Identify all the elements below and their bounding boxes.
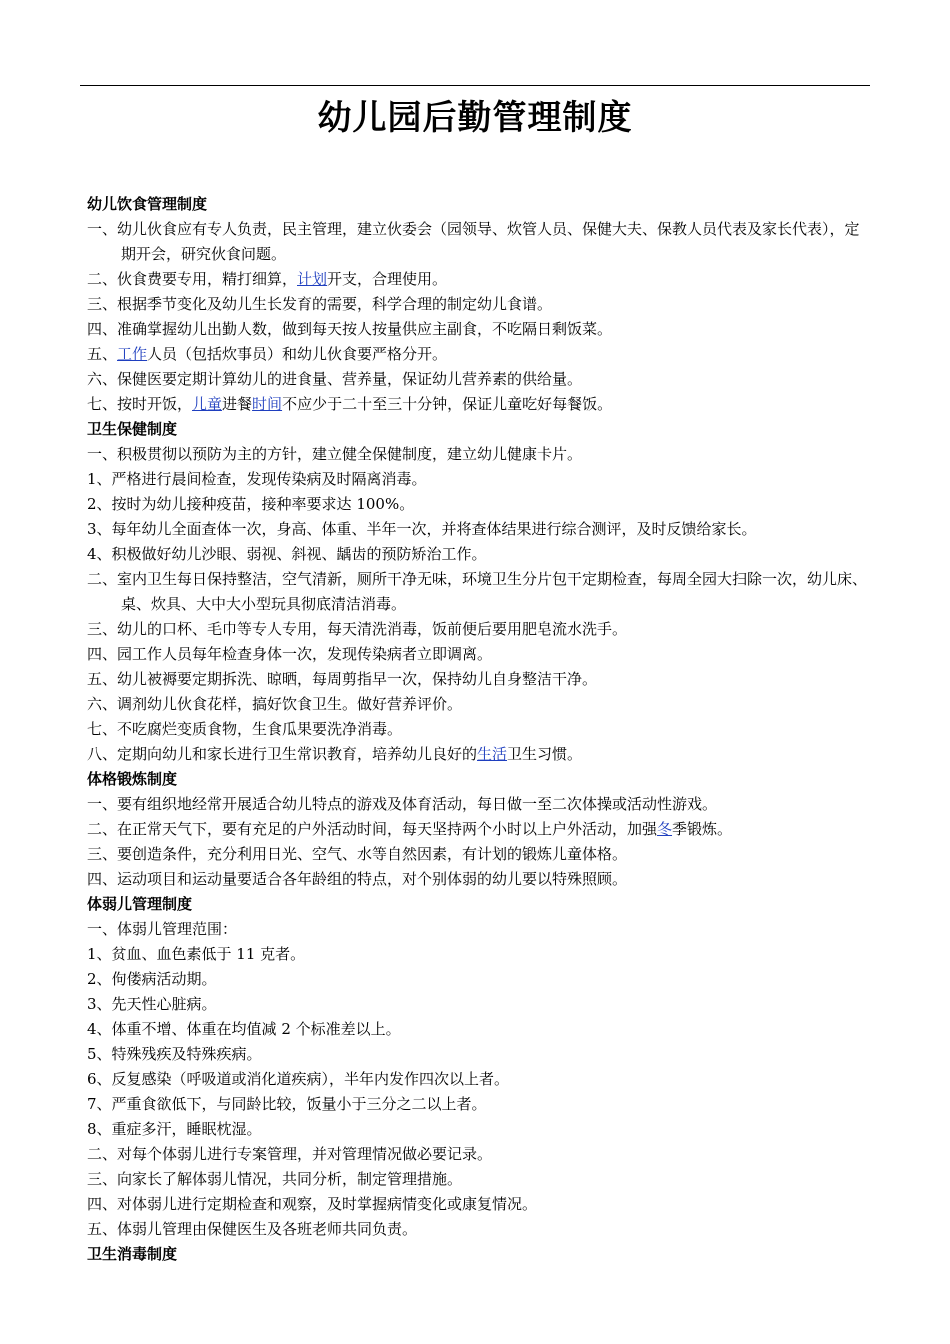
document-title: 幼儿园后勤管理制度 bbox=[317, 98, 633, 138]
paragraph bbox=[87, 992, 870, 1017]
paragraph bbox=[87, 717, 870, 742]
text-run: 一、积极贯彻以预防为主的方针，建立健全保健制度，建立幼儿健康卡片。 bbox=[87, 445, 583, 463]
paragraph bbox=[87, 742, 870, 767]
text-run: 一、要有组织地经常开展适合幼儿特点的游戏及体育活动，每日做一至二次体操或活动性游戏。 bbox=[87, 795, 718, 813]
paragraph bbox=[87, 267, 870, 292]
paragraph bbox=[87, 792, 870, 817]
text-run: 2、佝偻病活动期。 bbox=[87, 970, 217, 988]
text-run: 7、严重食欲低下，与同龄比较，饭量小于三分之二以上者。 bbox=[87, 1095, 487, 1113]
section-heading: 体格锻炼制度 bbox=[87, 770, 178, 788]
paragraph bbox=[87, 642, 870, 667]
paragraph bbox=[87, 1042, 870, 1067]
paragraph bbox=[87, 342, 870, 367]
paragraph bbox=[87, 1067, 870, 1092]
text-run: 三、向家长了解体弱儿情况，共同分析，制定管理措施。 bbox=[87, 1170, 463, 1188]
text-run: 三、根据季节变化及幼儿生长发育的需要，科学合理的制定幼儿食谱。 bbox=[87, 295, 553, 313]
text-run: 4、体重不增、体重在均值减 2 个标准差以上。 bbox=[87, 1020, 401, 1038]
text-run: 二、伙食费要专用，精打细算， bbox=[87, 270, 298, 288]
inline-link[interactable]: 儿童 bbox=[192, 395, 223, 413]
paragraph bbox=[87, 567, 870, 617]
inline-link[interactable]: 时间 bbox=[252, 395, 283, 413]
text-run: 五、体弱儿管理由保健医生及各班老师共同负责。 bbox=[87, 1220, 418, 1238]
text-run: 季锻炼。 bbox=[672, 820, 733, 838]
paragraph bbox=[87, 667, 870, 692]
paragraph bbox=[87, 967, 870, 992]
text-run: 三、要创造条件，充分利用日光、空气、水等自然因素，有计划的锻炼儿童体格。 bbox=[87, 845, 628, 863]
text-run: 七、不吃腐烂变质食物，生食瓜果要洗净消毒。 bbox=[87, 720, 403, 738]
text-run: 三、幼儿的口杯、毛巾等专人专用，每天清洗消毒，饭前便后要用肥皂流水洗手。 bbox=[87, 620, 628, 638]
text-run: 人员（包括炊事员）和幼儿伙食要严格分开。 bbox=[147, 345, 448, 363]
text-run: 五、幼儿被褥要定期拆洗、晾晒，每周剪指早一次，保持幼儿自身整洁干净。 bbox=[87, 670, 598, 688]
paragraph bbox=[87, 1142, 870, 1167]
paragraph bbox=[87, 817, 870, 842]
paragraph bbox=[87, 1192, 870, 1217]
paragraph bbox=[87, 692, 870, 717]
text-run: 四、准确掌握幼儿出勤人数，做到每天按人按量供应主副食，不吃隔日剩饭菜。 bbox=[87, 320, 613, 338]
inline-link[interactable]: 生活 bbox=[477, 745, 508, 763]
text-run: 五、 bbox=[87, 345, 118, 363]
paragraph bbox=[87, 542, 870, 567]
text-run: 四、园工作人员每年检查身体一次，发现传染病者立即调离。 bbox=[87, 645, 493, 663]
paragraph bbox=[87, 617, 870, 642]
paragraph bbox=[87, 392, 870, 417]
header-rule bbox=[80, 85, 870, 86]
text-run: 一、幼儿伙食应有专人负责，民主管理，建立伙委会（园领导、炊管人员、保健大夫、保教人员代表及家长代表），定期开会，研究伙食问题。 bbox=[87, 220, 860, 263]
text-run: 1、严格进行晨间检查，发现传染病及时隔离消毒。 bbox=[87, 470, 427, 488]
paragraph bbox=[87, 1117, 870, 1142]
paragraph bbox=[87, 367, 870, 392]
section-heading: 卫生消毒制度 bbox=[87, 1245, 178, 1263]
text-run: 4、积极做好幼儿沙眼、弱视、斜视、龋齿的预防矫治工作。 bbox=[87, 545, 487, 563]
text-run: 3、每年幼儿全面查体一次，身高、体重、半年一次，并将查体结果进行综合测评，及时反馈给家长。 bbox=[87, 520, 757, 538]
text-run: 5、特殊残疾及特殊疾病。 bbox=[87, 1045, 262, 1063]
paragraph bbox=[87, 1092, 870, 1117]
section-heading: 卫生保健制度 bbox=[87, 420, 178, 438]
text-run: 八、定期向幼儿和家长进行卫生常识教育，培养幼儿良好的 bbox=[87, 745, 478, 763]
paragraph bbox=[87, 442, 870, 467]
text-run: 四、对体弱儿进行定期检查和观察，及时掌握病情变化或康复情况。 bbox=[87, 1195, 538, 1213]
paragraph bbox=[87, 1217, 870, 1242]
paragraph bbox=[87, 942, 870, 967]
text-run: 不应少于二十至三十分钟，保证儿童吃好每餐饭。 bbox=[282, 395, 613, 413]
text-run: 二、室内卫生每日保持整洁，空气清新，厕所干净无味，环境卫生分片包干定期检查，每周全园大扫除一次，幼儿床、桌、炊具、大中大小型玩具彻底清洁消毒。 bbox=[87, 570, 868, 613]
inline-link[interactable]: 计划 bbox=[297, 270, 328, 288]
text-run: 二、在正常天气下，要有充足的户外活动时间，每天坚持两个小时以上户外活动，加强 bbox=[87, 820, 658, 838]
text-run: 卫生习惯。 bbox=[507, 745, 583, 763]
text-run: 1、贫血、血色素低于 11 克者。 bbox=[87, 945, 306, 963]
text-run: 6、反复感染（呼吸道或消化道疾病），半年内发作四次以上者。 bbox=[87, 1070, 510, 1088]
text-run: 8、重症多汗，睡眠枕湿。 bbox=[87, 1120, 262, 1138]
paragraph bbox=[87, 1167, 870, 1192]
paragraph bbox=[87, 517, 870, 542]
document-body bbox=[87, 192, 870, 1267]
section-heading: 幼儿饮食管理制度 bbox=[87, 195, 208, 213]
inline-link[interactable]: 工作 bbox=[117, 345, 148, 363]
inline-link[interactable]: 冬 bbox=[657, 820, 673, 838]
paragraph bbox=[87, 292, 870, 317]
text-run: 四、运动项目和运动量要适合各年龄组的特点，对个别体弱的幼儿要以特殊照顾。 bbox=[87, 870, 628, 888]
text-run: 六、保健医要定期计算幼儿的进食量、营养量，保证幼儿营养素的供给量。 bbox=[87, 370, 583, 388]
paragraph bbox=[87, 867, 870, 892]
paragraph bbox=[87, 917, 870, 942]
paragraph bbox=[87, 467, 870, 492]
paragraph bbox=[87, 492, 870, 517]
paragraph bbox=[87, 1017, 870, 1042]
text-run: 2、按时为幼儿接种疫苗，接种率要求达 100%。 bbox=[87, 495, 415, 513]
text-run: 六、调剂幼儿伙食花样，搞好饮食卫生。做好营养评价。 bbox=[87, 695, 463, 713]
paragraph bbox=[87, 317, 870, 342]
paragraph bbox=[87, 842, 870, 867]
text-run: 七、按时开饭， bbox=[87, 395, 193, 413]
text-run: 二、对每个体弱儿进行专案管理，并对管理情况做必要记录。 bbox=[87, 1145, 493, 1163]
paragraph bbox=[87, 217, 870, 267]
text-run: 一、体弱儿管理范围： bbox=[87, 920, 238, 938]
text-run: 3、先天性心脏病。 bbox=[87, 995, 217, 1013]
text-run: 开支，合理使用。 bbox=[327, 270, 448, 288]
section-heading: 体弱儿管理制度 bbox=[87, 895, 193, 913]
text-run: 进餐 bbox=[222, 395, 253, 413]
